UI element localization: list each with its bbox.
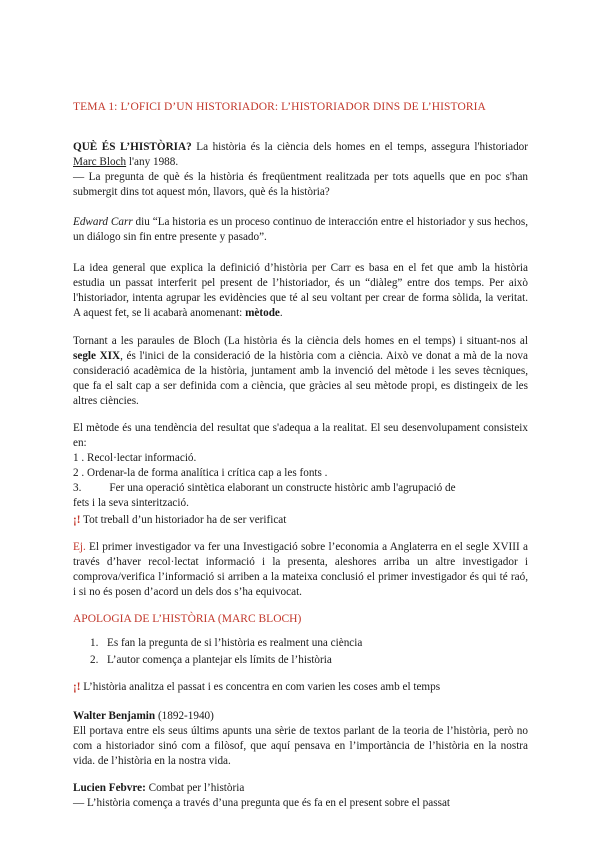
segle-xix: segle XIX [73, 350, 121, 362]
carr-paragraph [73, 215, 528, 245]
metode-term: mètode [245, 307, 280, 319]
author-lucien-febvre: Lucien Febvre: [73, 782, 146, 794]
intro-line-2: — La pregunta de què és la història és freqüentment realitzada per tots aquells que en poc s'han submergit dins tot aquest món, llavors, què és la història? [73, 171, 528, 198]
metode-step-2: 2 . Ordenar-la de forma analítica i crítica cap a les fonts . [73, 467, 328, 479]
idea-text: La idea general que explica la definició d’història per Carr es basa en el fet que amb la història estudia un passat interferit pel present de l’historiador, és un “diàleg” entre dos temps. Per això l'historiador, intenta agrupar les evidències que té al seu voltant per crear de forma sòlida, la veritat. A aquest fet, se li acabarà anomenant: [73, 262, 528, 319]
metode-intro: El mètode és una tendència del resultat que s'adequa a la realitat. El seu desenvolupament consisteix en: [73, 422, 528, 449]
author-walter-benjamin: Walter Benjamin [73, 710, 156, 722]
example-paragraph: Ej. El primer investigador va fer una Investigació sobre l’economia a Anglaterra en el segle XVIII a través d’haver recol·lectat informació i la presenta, aleshores arriba un altre investigador i comprova/verifica l’informació si arriben a la mateixa conclusió el primer investigador és qui té raó, i si no és posen d’acord un dels dos s’ha equivocat. [73, 541, 528, 598]
benjamin-paragraph: Walter Benjamin (1892-1940) Ell portava entre els seus últims apunts una sèrie de textos parlant de la teoria de l’història, però no com a historiador sinó com a filòsof, que aquí pensava en l’importància de l’història en la nostra vida. de l’història en la nostra vida. [73, 710, 528, 767]
bloch-paragraph: Tornant a les paraules de Bloch (La història és la ciència dels homes en el temps) i situant-nos al segle XIX, és l'inici de la consideració de la història com a ciència. Això ve donat a mà de la nova consideració acadèmica de la història, juntament amb la invenció del mètode i les seves tècniques, que fa el salt cap a ser definida com a ciència, que gràcies al seu mètode propi, es distingeix de les altres ciències. [73, 335, 528, 407]
exclamation-mark: ¡! [73, 681, 81, 693]
carr-quote: diu “La historia es un proceso continuo de interacción entre el historiador y sus hechos, un diálogo sin fin entre presente y pasado”. [73, 216, 528, 243]
apologia-item-2: 2. L’autor comença a plantejar els límits de l’història [90, 654, 332, 666]
page-title: TEMA 1: L’OFICI D’UN HISTORIADOR: L’HISTORIADOR DINS DE L’HISTORIA [73, 101, 486, 113]
intro-text-2: l'any 1988. [126, 156, 179, 168]
exclamation-mark: ¡! [73, 514, 81, 526]
metode-step-3: 3. Fer una operació sintètica elaborant un constructe històric amb l'agrupació de [73, 482, 456, 494]
apologia-heading: APOLOGIA DE L’HISTÒRIA (MARC BLOCH) [73, 613, 302, 625]
author-edward-carr: Edward Carr [73, 216, 133, 228]
example-label: Ej. [73, 541, 86, 553]
author-link-marc-bloch[interactable]: Marc Bloch [73, 156, 127, 168]
intro-question: QUÈ ÉS L’HISTÒRIA? [73, 141, 192, 153]
metode-step-1: 1 . Recol·lectar informació. [73, 452, 197, 464]
idea-paragraph: La idea general que explica la definició d’història per Carr es basa en el fet que amb la història estudia un passat interferit pel present de l’historiador, és un “diàleg” entre dos temps. Per això l'historiador, intenta agrupar les evidències que té al seu voltant per crear de forma sòlida, la veritat. A aquest fet, se li acabarà anomenant: mètode. [73, 262, 528, 319]
febvre-paragraph: Lucien Febvre: Combat per l’història — L’història comença a través d’una pregunta que és fa en el present sobre el passat [73, 782, 451, 809]
apologia-item-1: 1. Es fan la pregunta de si l’història es realment una ciència [90, 637, 363, 649]
metode-section [73, 421, 528, 528]
intro-paragraph [73, 140, 528, 200]
intro-text-1: La història és la ciència dels homes en el temps, assegura l'historiador [191, 141, 528, 153]
history-note: ¡! L’història analitza el passat i es concentra en com varien les coses amb el temps [73, 681, 441, 693]
verification-note: ¡! Tot treball d’un historiador ha de ser verificat [73, 514, 287, 526]
metode-step-3-cont: fets i la seva sinterització. [73, 497, 189, 509]
